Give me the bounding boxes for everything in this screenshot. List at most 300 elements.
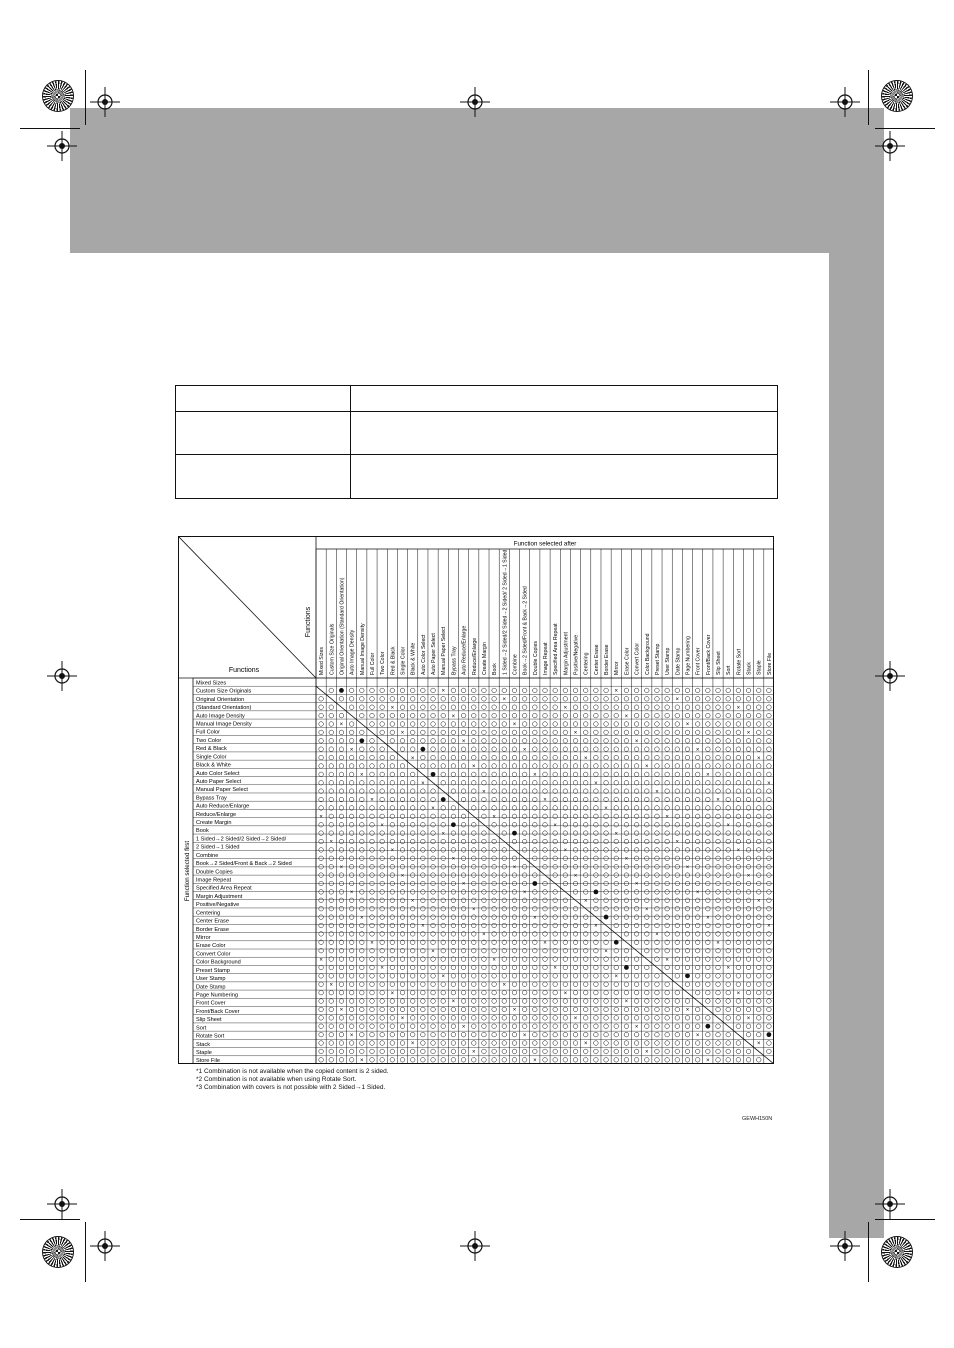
cell-mark-open bbox=[604, 1058, 609, 1063]
cell-mark-open bbox=[685, 915, 690, 920]
color-rosette-icon bbox=[882, 1237, 912, 1267]
cell-mark-open bbox=[502, 1024, 507, 1029]
cell-mark-open bbox=[655, 1024, 660, 1029]
cell-mark-open bbox=[767, 982, 772, 987]
cell-mark-open bbox=[482, 957, 487, 962]
cell-mark-open bbox=[370, 1016, 375, 1021]
cell-mark-open bbox=[746, 697, 751, 702]
cell-mark-open bbox=[360, 730, 365, 735]
cell-mark-cross: × bbox=[543, 797, 547, 804]
cell-mark-open bbox=[594, 856, 599, 861]
cell-mark-open bbox=[502, 730, 507, 735]
cell-mark-open bbox=[665, 906, 670, 911]
cell-mark-open bbox=[441, 1058, 446, 1063]
cell-mark-cross: × bbox=[675, 839, 680, 846]
cell-mark-open bbox=[360, 974, 365, 979]
cell-mark-open bbox=[431, 730, 436, 735]
cell-mark-open bbox=[441, 814, 446, 819]
cell-mark-open bbox=[726, 755, 731, 760]
cell-mark-open bbox=[400, 738, 405, 743]
cell-mark-open bbox=[522, 772, 527, 777]
cell-mark-open bbox=[644, 789, 649, 794]
cell-mark-open bbox=[594, 839, 599, 844]
cell-mark-open bbox=[543, 999, 548, 1004]
cell-mark-open bbox=[655, 999, 660, 1004]
column-label: Combine bbox=[512, 654, 519, 675]
cell-mark-open bbox=[583, 1058, 588, 1063]
cell-mark-open bbox=[390, 780, 395, 785]
cell-mark-open bbox=[685, 1024, 690, 1029]
cell-mark-cross: × bbox=[390, 990, 395, 997]
cell-mark-open bbox=[319, 1058, 324, 1063]
cell-mark-open bbox=[736, 1058, 741, 1063]
cell-mark-open bbox=[756, 713, 761, 718]
cell-mark-open bbox=[563, 1058, 568, 1063]
cell-mark-open bbox=[665, 932, 670, 937]
row-label: Sort bbox=[196, 1025, 207, 1032]
cell-mark-open bbox=[390, 789, 395, 794]
cell-mark-open bbox=[431, 1016, 436, 1021]
cell-mark-open bbox=[400, 1049, 405, 1054]
cell-mark-open bbox=[370, 738, 375, 743]
cell-mark-open bbox=[563, 1016, 568, 1021]
cell-mark-open bbox=[604, 831, 609, 836]
cell-mark-open bbox=[360, 965, 365, 970]
cell-mark-open bbox=[492, 898, 497, 903]
column-label: Auto Paper Select bbox=[431, 633, 438, 675]
cell-mark-cross: × bbox=[451, 713, 456, 720]
cell-mark-open bbox=[543, 730, 548, 735]
cell-mark-open bbox=[492, 890, 497, 895]
cell-mark-open bbox=[502, 722, 507, 727]
cell-mark-open bbox=[644, 965, 649, 970]
cell-mark-open bbox=[482, 772, 487, 777]
cell-mark-open bbox=[431, 705, 436, 710]
cell-mark-open bbox=[736, 1049, 741, 1054]
cell-mark-open bbox=[563, 1041, 568, 1046]
cell-mark-open bbox=[767, 705, 772, 710]
cell-mark-cross: × bbox=[400, 1016, 405, 1023]
cell-mark-open bbox=[594, 974, 599, 979]
crop-line bbox=[85, 1222, 86, 1282]
cell-mark-open bbox=[502, 915, 507, 920]
cell-mark-open bbox=[461, 848, 466, 853]
cell-mark-open bbox=[716, 1049, 721, 1054]
cell-mark-open bbox=[461, 789, 466, 794]
legend-table bbox=[175, 385, 778, 499]
cell-mark-open bbox=[736, 772, 741, 777]
column-label: Create Margin bbox=[481, 642, 488, 675]
cell-mark-open bbox=[583, 789, 588, 794]
column-label: Original Orientation (Standard Orientation) bbox=[339, 577, 346, 675]
cell-mark-open bbox=[726, 974, 731, 979]
cell-mark-open bbox=[736, 822, 741, 827]
cell-mark-open bbox=[736, 999, 741, 1004]
cell-mark-open bbox=[583, 1007, 588, 1012]
cell-mark-open bbox=[695, 1024, 700, 1029]
cell-mark-cross: × bbox=[421, 780, 425, 787]
cell-mark-open bbox=[512, 814, 517, 819]
cell-mark-open bbox=[644, 722, 649, 727]
cell-mark-open bbox=[543, 789, 548, 794]
cell-mark-open bbox=[716, 839, 721, 844]
cell-mark-open bbox=[502, 705, 507, 710]
cell-mark-open bbox=[604, 697, 609, 702]
cell-mark-open bbox=[563, 974, 568, 979]
cell-mark-open bbox=[695, 764, 700, 769]
cell-mark-open bbox=[512, 1016, 517, 1021]
cell-mark-open bbox=[512, 789, 517, 794]
cell-mark-open bbox=[736, 764, 741, 769]
cell-mark-open bbox=[736, 730, 741, 735]
cell-mark-open bbox=[471, 990, 476, 995]
cell-mark-open bbox=[563, 814, 568, 819]
cell-mark-open bbox=[644, 990, 649, 995]
cell-mark-open bbox=[624, 705, 629, 710]
cell-mark-open bbox=[390, 697, 395, 702]
cell-mark-open bbox=[767, 1049, 772, 1054]
cell-mark-open bbox=[594, 747, 599, 752]
cell-mark-open bbox=[644, 839, 649, 844]
row-label: Positive/Negative bbox=[196, 902, 240, 909]
cell-mark-cross: × bbox=[431, 948, 435, 955]
cell-mark-open bbox=[329, 1058, 334, 1063]
cell-mark-open bbox=[522, 789, 527, 794]
cell-mark-open bbox=[746, 982, 751, 987]
cell-mark-open bbox=[471, 848, 476, 853]
column-label: Color Background bbox=[644, 633, 651, 675]
cell-mark-open bbox=[461, 999, 466, 1004]
cell-mark-cross: × bbox=[441, 831, 445, 838]
cell-mark-open bbox=[553, 1058, 558, 1063]
cell-mark-open bbox=[685, 747, 690, 752]
cell-mark-open bbox=[441, 1024, 446, 1029]
cell-mark-open bbox=[594, 831, 599, 836]
cell-mark-open bbox=[767, 772, 772, 777]
cell-mark-open bbox=[553, 1041, 558, 1046]
row-label: Store File bbox=[196, 1058, 220, 1064]
cell-mark-open bbox=[594, 738, 599, 743]
cell-mark-open bbox=[421, 898, 426, 903]
cell-mark-open bbox=[644, 738, 649, 743]
cell-mark-open bbox=[370, 764, 375, 769]
cell-mark-open bbox=[410, 932, 415, 937]
header-first-label: Function selected first bbox=[184, 840, 191, 902]
cell-mark-open bbox=[533, 814, 538, 819]
cell-mark-open bbox=[553, 747, 558, 752]
cell-mark-open bbox=[604, 780, 609, 785]
cell-mark-open bbox=[349, 1024, 354, 1029]
cell-mark-open bbox=[400, 822, 405, 827]
column-label: Auto Image Density bbox=[349, 629, 356, 675]
cell-mark-open bbox=[634, 1049, 639, 1054]
cell-mark-open bbox=[695, 1007, 700, 1012]
cell-mark-open bbox=[533, 923, 538, 928]
cell-mark-cross: × bbox=[624, 856, 629, 863]
cell-mark-open bbox=[726, 789, 731, 794]
cell-mark-open bbox=[390, 1007, 395, 1012]
cell-mark-open bbox=[695, 822, 700, 827]
cell-mark-open bbox=[380, 957, 385, 962]
cell-mark-open bbox=[319, 848, 324, 853]
cell-mark-cross: × bbox=[746, 1016, 751, 1023]
cell-mark-open bbox=[339, 965, 344, 970]
cell-mark-open bbox=[543, 1016, 548, 1021]
cell-mark-open bbox=[390, 755, 395, 760]
cell-mark-open bbox=[726, 990, 731, 995]
cell-mark-open bbox=[512, 856, 517, 861]
cell-mark-open bbox=[482, 1032, 487, 1037]
cell-mark-open bbox=[482, 747, 487, 752]
cell-mark-open bbox=[634, 1058, 639, 1063]
cell-mark-open bbox=[370, 1032, 375, 1037]
cell-mark-open bbox=[563, 915, 568, 920]
cell-mark-open bbox=[329, 789, 334, 794]
cell-mark-open bbox=[594, 722, 599, 727]
row-label: Rotate Sort bbox=[196, 1033, 225, 1040]
cell-mark-open bbox=[736, 688, 741, 693]
cell-mark-open bbox=[756, 990, 761, 995]
cell-mark-open bbox=[522, 982, 527, 987]
cell-mark-open bbox=[360, 705, 365, 710]
footnotes bbox=[196, 1068, 389, 1092]
cell-mark-open bbox=[390, 982, 395, 987]
cell-mark-open bbox=[624, 957, 629, 962]
cell-mark-open bbox=[349, 999, 354, 1004]
cell-mark-open bbox=[533, 822, 538, 827]
cell-mark-open bbox=[533, 982, 538, 987]
cell-mark-open bbox=[390, 688, 395, 693]
cell-mark-open bbox=[614, 1049, 619, 1054]
cell-mark-cross: × bbox=[695, 747, 700, 754]
cell-mark-open bbox=[360, 789, 365, 794]
cell-mark-open bbox=[421, 999, 426, 1004]
cell-mark-open bbox=[329, 848, 334, 853]
cell-mark-open bbox=[665, 1007, 670, 1012]
cell-mark-open bbox=[583, 713, 588, 718]
cell-mark-open bbox=[685, 890, 690, 895]
cell-mark-open bbox=[512, 1049, 517, 1054]
cell-mark-cross: × bbox=[370, 940, 374, 947]
cell-mark-open bbox=[451, 839, 456, 844]
cell-mark-open bbox=[471, 705, 476, 710]
cell-mark-open bbox=[726, 890, 731, 895]
cell-mark-cross: × bbox=[410, 1041, 415, 1048]
cell-mark-open bbox=[451, 974, 456, 979]
cell-mark-open bbox=[421, 755, 426, 760]
cell-mark-open bbox=[594, 1032, 599, 1037]
cell-mark-open bbox=[624, 1032, 629, 1037]
cell-mark-open bbox=[614, 1041, 619, 1046]
cell-mark-open bbox=[675, 856, 680, 861]
cell-mark-open bbox=[726, 915, 731, 920]
cell-mark-open bbox=[767, 898, 772, 903]
cell-mark-open bbox=[655, 856, 660, 861]
cell-mark-open bbox=[339, 831, 344, 836]
cell-mark-open bbox=[451, 780, 456, 785]
cell-mark-open bbox=[634, 1007, 639, 1012]
cell-mark-open bbox=[685, 730, 690, 735]
cell-mark-open bbox=[512, 839, 517, 844]
cell-mark-open bbox=[604, 1041, 609, 1046]
cell-mark-open bbox=[349, 848, 354, 853]
cell-mark-open bbox=[665, 747, 670, 752]
row-label: Red & Black bbox=[196, 746, 227, 753]
cell-mark-open bbox=[716, 974, 721, 979]
cell-mark-open bbox=[329, 772, 334, 777]
cell-mark-open bbox=[370, 965, 375, 970]
cell-mark-open bbox=[410, 747, 415, 752]
cell-mark-open bbox=[339, 713, 344, 718]
cell-mark-open bbox=[756, 822, 761, 827]
cell-mark-cross: × bbox=[675, 697, 680, 704]
cell-mark-open bbox=[665, 965, 670, 970]
cell-mark-open bbox=[594, 822, 599, 827]
cell-mark-open bbox=[329, 923, 334, 928]
cell-mark-open bbox=[319, 1049, 324, 1054]
cell-mark-open bbox=[767, 688, 772, 693]
cell-mark-open bbox=[573, 780, 578, 785]
cell-mark-open bbox=[563, 730, 568, 735]
cell-mark-cross: × bbox=[583, 1041, 588, 1048]
compatibility-matrix bbox=[178, 536, 774, 1064]
cell-mark-cross: × bbox=[634, 881, 639, 888]
cell-mark-open bbox=[431, 990, 436, 995]
cell-mark-open bbox=[614, 822, 619, 827]
cell-mark-open bbox=[726, 1041, 731, 1046]
cell-mark-open bbox=[370, 713, 375, 718]
cell-mark-open bbox=[451, 697, 456, 702]
cell-mark-open bbox=[767, 990, 772, 995]
cell-mark-open bbox=[410, 915, 415, 920]
cell-mark-open bbox=[431, 747, 436, 752]
cell-mark-open bbox=[675, 738, 680, 743]
cell-mark-open bbox=[471, 755, 476, 760]
cell-mark-open bbox=[736, 1016, 741, 1021]
cell-mark-open bbox=[349, 990, 354, 995]
cell-mark-open bbox=[329, 713, 334, 718]
cell-mark-open bbox=[553, 697, 558, 702]
cell-mark-open bbox=[380, 722, 385, 727]
cell-mark-open bbox=[695, 780, 700, 785]
cell-mark-open bbox=[716, 789, 721, 794]
cell-mark-open bbox=[655, 697, 660, 702]
row-label: Mixed Sizes bbox=[196, 680, 227, 687]
cell-mark-open bbox=[685, 1016, 690, 1021]
cell-mark-open bbox=[370, 839, 375, 844]
cell-mark-open bbox=[644, 932, 649, 937]
cell-mark-open bbox=[370, 1024, 375, 1029]
cell-mark-open bbox=[431, 923, 436, 928]
cell-mark-open bbox=[451, 831, 456, 836]
cell-mark-open bbox=[706, 822, 711, 827]
crop-line bbox=[868, 1222, 869, 1282]
cell-mark-open bbox=[563, 923, 568, 928]
cell-mark-open bbox=[431, 1007, 436, 1012]
cell-mark-open bbox=[756, 839, 761, 844]
cell-mark-open bbox=[502, 789, 507, 794]
cell-mark-open bbox=[716, 1024, 721, 1029]
column-label: Store File bbox=[766, 652, 773, 675]
cell-mark-filled bbox=[705, 1024, 710, 1029]
cell-mark-open bbox=[471, 1024, 476, 1029]
cell-mark-open bbox=[421, 697, 426, 702]
cell-mark-open bbox=[604, 906, 609, 911]
cell-mark-open bbox=[370, 772, 375, 777]
cell-mark-open bbox=[706, 831, 711, 836]
cell-mark-open bbox=[706, 697, 711, 702]
cell-mark-open bbox=[451, 1041, 456, 1046]
cell-mark-open bbox=[746, 839, 751, 844]
cell-mark-open bbox=[512, 965, 517, 970]
cell-mark-open bbox=[339, 822, 344, 827]
cell-mark-open bbox=[319, 1007, 324, 1012]
cell-mark-cross: × bbox=[563, 705, 568, 712]
cell-mark-cross: × bbox=[685, 1007, 690, 1014]
cell-mark-open bbox=[319, 898, 324, 903]
cell-mark-open bbox=[563, 906, 568, 911]
cell-mark-open bbox=[421, 965, 426, 970]
cell-mark-open bbox=[482, 713, 487, 718]
cell-mark-open bbox=[553, 738, 558, 743]
cell-mark-open bbox=[624, 1049, 629, 1054]
cell-mark-open bbox=[583, 990, 588, 995]
cell-mark-open bbox=[492, 1041, 497, 1046]
cell-mark-open bbox=[614, 814, 619, 819]
cell-mark-open bbox=[390, 957, 395, 962]
cell-mark-open bbox=[665, 755, 670, 760]
cell-mark-open bbox=[390, 1058, 395, 1063]
column-label: Image Repeat bbox=[543, 642, 549, 675]
registration-mark-icon bbox=[828, 1229, 862, 1263]
cell-mark-open bbox=[726, 1032, 731, 1037]
cell-mark-open bbox=[594, 982, 599, 987]
cell-mark-open bbox=[349, 764, 354, 769]
cell-mark-open bbox=[644, 831, 649, 836]
cell-mark-open bbox=[543, 1032, 548, 1037]
cell-mark-open bbox=[563, 822, 568, 827]
cell-mark-open bbox=[349, 906, 354, 911]
cell-mark-open bbox=[644, 999, 649, 1004]
cell-mark-open bbox=[380, 814, 385, 819]
cell-mark-open bbox=[370, 906, 375, 911]
cell-mark-open bbox=[624, 990, 629, 995]
cell-mark-open bbox=[319, 772, 324, 777]
cell-mark-open bbox=[624, 890, 629, 895]
cell-mark-open bbox=[614, 789, 619, 794]
cell-mark-open bbox=[502, 965, 507, 970]
cell-mark-open bbox=[634, 697, 639, 702]
cell-mark-open bbox=[736, 957, 741, 962]
cell-mark-open bbox=[563, 999, 568, 1004]
cell-mark-open bbox=[675, 890, 680, 895]
cell-mark-open bbox=[543, 856, 548, 861]
cell-mark-open bbox=[512, 780, 517, 785]
row-label: Combine bbox=[196, 852, 219, 859]
cell-mark-cross: × bbox=[645, 1049, 649, 1056]
cell-mark-open bbox=[553, 906, 558, 911]
cell-mark-open bbox=[746, 705, 751, 710]
cell-mark-cross: × bbox=[746, 873, 751, 880]
cell-mark-open bbox=[736, 747, 741, 752]
cell-mark-open bbox=[665, 999, 670, 1004]
cell-mark-open bbox=[706, 814, 711, 819]
column-label: Manual Paper Select bbox=[441, 626, 448, 675]
cell-mark-cross: × bbox=[695, 890, 700, 897]
cell-mark-open bbox=[380, 705, 385, 710]
cell-mark-cross: × bbox=[370, 797, 374, 804]
cell-mark-open bbox=[553, 848, 558, 853]
